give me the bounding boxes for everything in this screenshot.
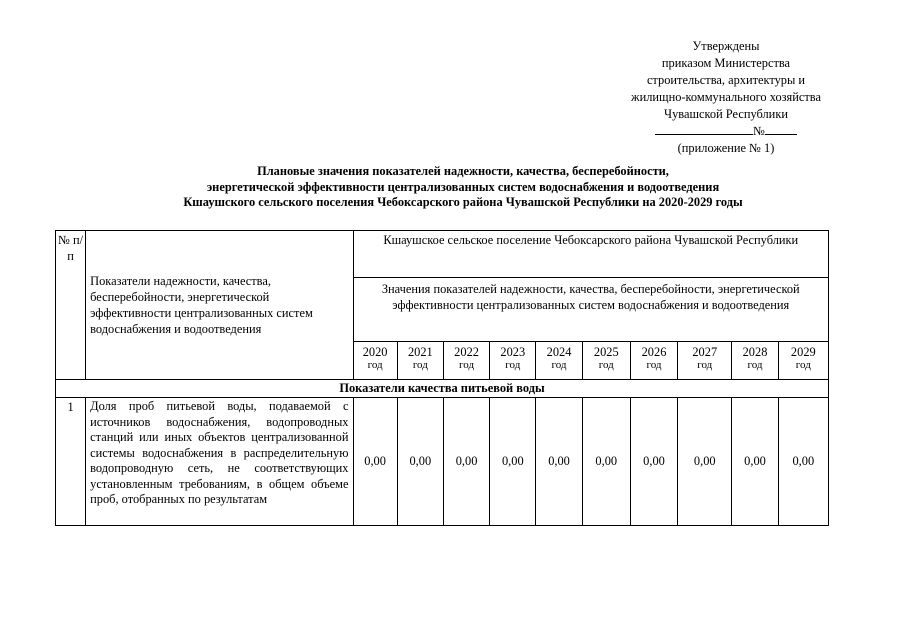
year-cell: 2021 год (397, 342, 443, 380)
value-cell: 0,00 (397, 398, 443, 526)
indicator-header: Показатели надежности, качества, бесперебойности, энергетической эффективности централизованных систем водоснабжения и водоотведения (86, 231, 353, 380)
value-cell: 0,00 (630, 398, 677, 526)
year-cell: 2027 год (678, 342, 732, 380)
value-cell: 0,00 (490, 398, 536, 526)
value-cell: 0,00 (732, 398, 778, 526)
value-cell: 0,00 (443, 398, 489, 526)
row-number: 1 (56, 398, 86, 526)
approval-block (600, 38, 852, 157)
year-cell: 2023 год (490, 342, 536, 380)
year-cell: 2026 год (630, 342, 677, 380)
approval-line: приказом Министерства (661, 56, 791, 70)
row-number-header: № п/п (56, 231, 86, 380)
approval-line: жилищно-коммунального хозяйства (631, 90, 821, 104)
value-cell: 0,00 (353, 398, 397, 526)
year-cell: 2024 год (536, 342, 582, 380)
year-cell: 2020 год (353, 342, 397, 380)
number-blank (765, 123, 797, 135)
year-cell: 2022 год (443, 342, 489, 380)
indicator-text: Доля проб питьевой воды, подаваемой с источников водоснабжения, водопроводных станций или иных объектов централизованной системы водоснабжения в распределительную водопроводную сеть, не соответствующих установленным требованиям, в общем объеме проб, отобранных по результатам (86, 398, 353, 526)
document-title (60, 164, 866, 211)
indicators-table (55, 230, 829, 526)
section-header: Показатели качества питьевой воды (56, 380, 829, 398)
year-cell: 2025 год (582, 342, 630, 380)
value-cell: 0,00 (778, 398, 828, 526)
title-line: Кшаушского сельского поселения Чебоксарского района Чувашской Республики на 2020-2029 годы (183, 195, 743, 209)
title-line: Плановые значения показателей надежности, качества, бесперебойности, (257, 164, 669, 178)
title-line: энергетической эффективности централизованных систем водоснабжения и водоотведения (206, 179, 720, 194)
approval-line: строительства, архитектуры и (646, 73, 806, 87)
order-number-line (600, 123, 852, 140)
year-cell: 2029 год (778, 342, 828, 380)
values-header: Значения показателей надежности, качества, бесперебойности, энергетической эффективности централизованных систем водоснабжения и водоотведения (353, 278, 829, 342)
value-cell: 0,00 (582, 398, 630, 526)
approval-line: Утверждены (692, 39, 760, 53)
year-cell: 2028 год (732, 342, 778, 380)
approval-line: Чувашской Республики (664, 107, 788, 121)
value-cell: 0,00 (678, 398, 732, 526)
value-cell: 0,00 (536, 398, 582, 526)
region-header: Кшаушское сельское поселение Чебоксарского района Чувашской Республики (353, 231, 829, 278)
date-blank (655, 123, 753, 135)
table-row (56, 398, 829, 526)
appendix-note: (приложение № 1) (677, 141, 775, 155)
number-sign: № (753, 124, 765, 138)
